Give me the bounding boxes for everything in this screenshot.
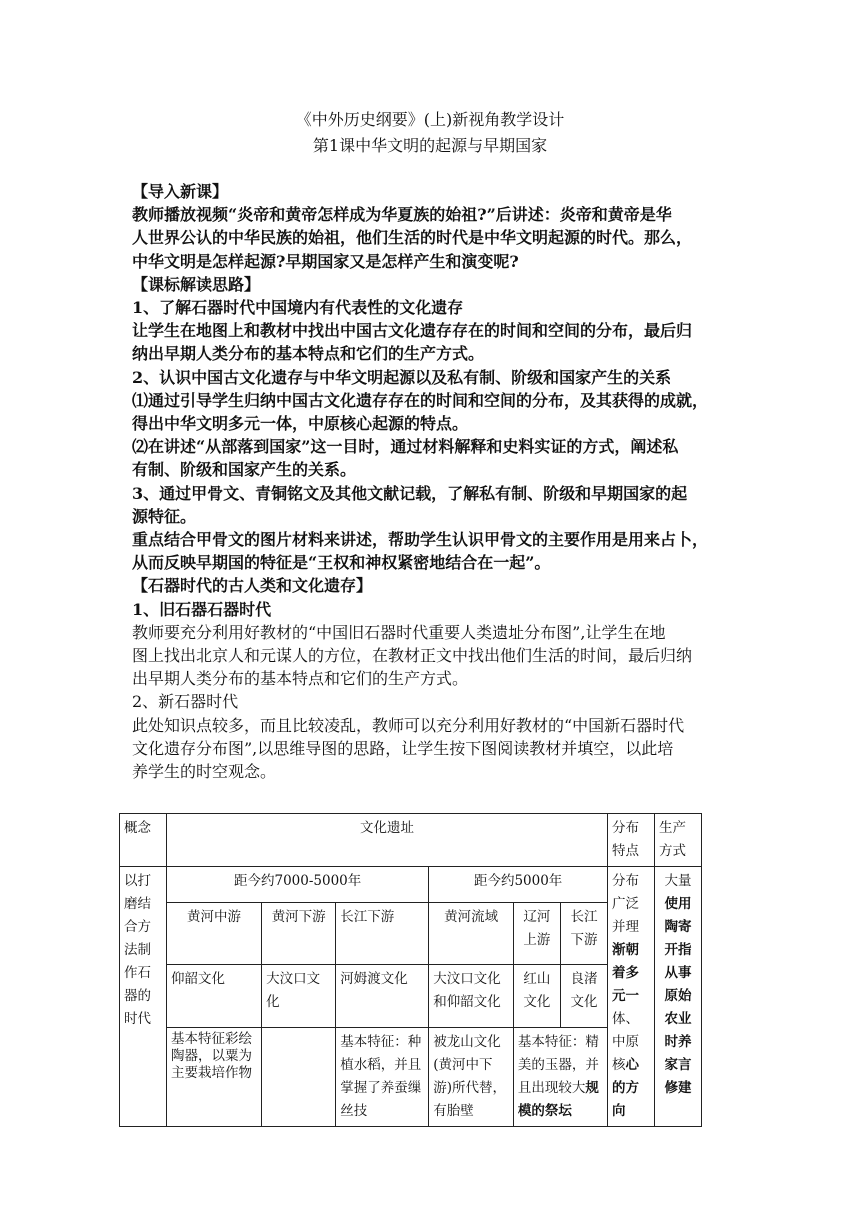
paragraph-line: 教师要充分利用好教材的“中国旧石器时代重要人类遗址分布图”,让学生在地 <box>132 622 666 642</box>
feature-yangshao: 基本特征彩绘陶器，以粟为主要栽培作物 <box>167 1028 262 1127</box>
header-cultural-remains: 文化遗址 <box>167 814 608 867</box>
region-yellow-river-lower: 黄河下游 <box>262 902 336 965</box>
culture-hemudu: 河姆渡文化 <box>336 965 429 1028</box>
production-text-bold: 使用陶寄开指从事原始农业时养家言修建 <box>664 896 692 1096</box>
feature-text-bold: 规模的祭坛 <box>517 1080 599 1119</box>
subsection-heading: 2、新石器时代 <box>132 692 239 712</box>
paragraph-line: 有制、阶级和国家产生的关系。 <box>132 460 357 480</box>
feature-hemudu: 基本特征：种植水稻，并且掌握了养蚕缫丝技 <box>336 1028 429 1127</box>
distribution-text: 分布广泛并理 <box>612 873 639 935</box>
paragraph-line: 纳出早期人类分布的基本特点和它们的生产方式。 <box>132 344 485 364</box>
feature-yellow-river: 被龙山文化(黄河中下游)所代替，有胎壁 <box>429 1028 514 1127</box>
production-text: 大量 <box>664 873 692 889</box>
lesson-title: 第1课中华文明的起源与早期国家 <box>312 136 548 155</box>
period-7000-5000: 距今约7000-5000年 <box>167 867 429 903</box>
culture-dawenkou-yangshao: 大汶口文化和仰韶文化 <box>429 965 514 1028</box>
culture-yangshao: 仰韶文化 <box>167 965 262 1028</box>
paragraph-line: 源特征。 <box>132 506 197 526</box>
period-5000: 距今约5000年 <box>429 867 608 903</box>
paragraph-line: 出早期人类分布的基本特点和它们的生产方式。 <box>132 669 469 689</box>
subsection-heading: 1、旧石器石器时代 <box>132 599 272 619</box>
feature-hongshan-liangzhu <box>513 1028 607 1127</box>
paragraph-line: 文化遗存分布图”,以思维导图的思路，让学生按下图阅读教材并填空，以此培 <box>132 738 674 758</box>
document-body <box>132 180 728 783</box>
production-cell <box>655 867 702 1127</box>
culture-table <box>119 813 702 1127</box>
region-yellow-river-basin: 黄河流域 <box>429 902 514 965</box>
paragraph-line: 教师播放视频“炎帝和黄帝怎样成为华夏族的始祖?”后讲述：炎帝和黄帝是华 <box>132 205 672 225</box>
distribution-text-bold: 渐朝着多元一 <box>612 942 639 1004</box>
paragraph-line: 重点结合甲骨文的图片材料来讲述，帮助学生认识甲骨文的主要作用是用来占卜， <box>132 530 709 550</box>
paragraph-line: 2、认识中国古文化遗存与中华文明起源以及私有制、阶级和国家产生的关系 <box>132 367 672 387</box>
distribution-cell <box>608 867 655 1127</box>
paragraph-line: 养学生的时空观念。 <box>132 762 277 782</box>
paragraph-line: 人世界公认的中华民族的始祖，他们生活的时代是中华文明起源的时代。那么， <box>132 228 693 248</box>
header-production: 生产方式 <box>655 814 702 867</box>
culture-hongshan: 红山文化 <box>513 965 560 1028</box>
concept-cell: 以打磨结合方法制作石器的时代 <box>120 867 167 1127</box>
paragraph-line: 1、了解石器时代中国境内有代表性的文化遗存 <box>132 298 464 318</box>
region-liao-river-upper: 辽河上游 <box>513 902 560 965</box>
culture-liangzhu: 良渚文化 <box>560 965 607 1028</box>
section-heading: 【课标解读思路】 <box>132 274 261 294</box>
document-title: 《中外历史纲要》(上)新视角教学设计 <box>295 110 565 129</box>
paragraph-line: 此处知识点较多，而且比较凌乱，教师可以充分利用好教材的“中国新石器时代 <box>132 715 685 735</box>
region-yellow-river-middle: 黄河中游 <box>167 902 262 965</box>
paragraph-line: 中华文明是怎样起源?早期国家又是怎样产生和演变呢? <box>132 251 519 271</box>
header-distribution: 分布特点 <box>608 814 655 867</box>
feature-text: 基本特征：精美的玉器，并且出现较大 <box>517 1034 599 1096</box>
distribution-text-bold: 心的方向 <box>612 1057 639 1119</box>
paragraph-line: ⑵在讲述“从部落到国家”这一目时，通过材料解释和史料实证的方式，阐述私 <box>132 437 679 457</box>
paragraph-line: 从而反映早期国的特征是“王权和神权紧密地结合在一起”。 <box>132 553 551 573</box>
paragraph-line: 3、通过甲骨文、青铜铭文及其他文献记载，了解私有制、阶级和早期国家的起 <box>132 483 688 503</box>
paragraph-line: 得出中华文明多元一体，中原核心起源的特点。 <box>132 414 469 434</box>
culture-dawenkou: 大汶口文化 <box>262 965 336 1028</box>
paragraph-line: 图上找出北京人和元谋人的方位，在教材正文中找出他们生活的时间，最后归纳 <box>132 646 693 666</box>
paragraph-line: ⑴通过引导学生归纳中国古文化遗存存在的时间和空间的分布，及其获得的成就， <box>132 390 709 410</box>
distribution-text: 体、中原核 <box>612 1011 639 1073</box>
region-yangtze-lower-2: 长江下游 <box>560 902 607 965</box>
feature-dawenkou <box>262 1028 336 1127</box>
paragraph-line: 让学生在地图上和教材中找出中国古文化遗存存在的时间和空间的分布，最后归 <box>132 321 693 341</box>
section-heading: 【导入新课】 <box>132 182 229 201</box>
region-yangtze-lower: 长江下游 <box>336 902 429 965</box>
header-concept: 概念 <box>120 814 167 867</box>
section-heading: 【石器时代的古人类和文化遗存】 <box>132 576 373 596</box>
